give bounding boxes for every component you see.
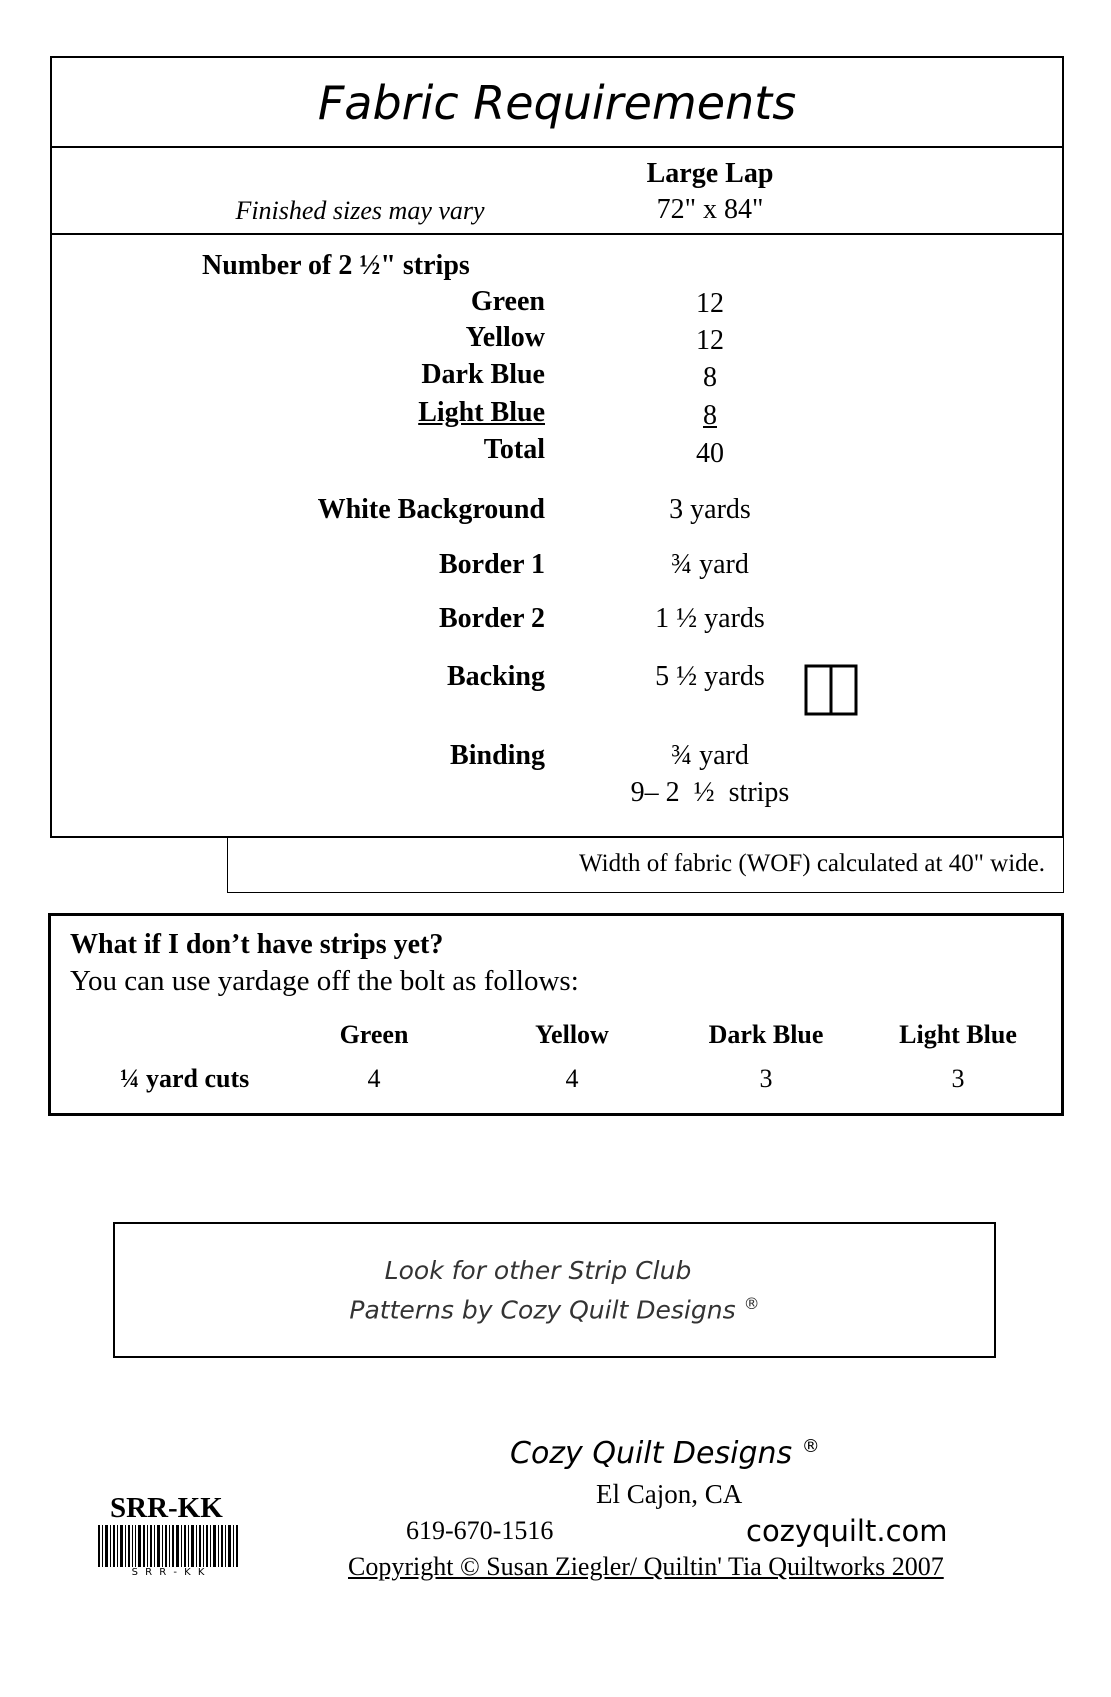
fabric-value-backing: 5 ½ yards [655, 661, 765, 692]
strip-value-light-blue: 8 [703, 400, 717, 431]
strip-label-yellow: Yellow [465, 322, 545, 353]
yardage-value-dark-blue: 3 [759, 1064, 773, 1093]
sku-code: SRR-KK [110, 1492, 223, 1524]
footer-registered-mark: ® [801, 1436, 820, 1457]
promo-box [113, 1222, 996, 1358]
strip-label-total: Total [483, 434, 545, 465]
wof-note: Width of fabric (WOF) calculated at 40" wide. [579, 850, 1045, 877]
fabric-value-binding: ¾ yard [671, 740, 749, 771]
strip-value-total: 40 [696, 438, 724, 469]
strip-label-dark-blue: Dark Blue [421, 359, 545, 390]
backing-seam-icon [804, 664, 858, 716]
footer-copyright: Copyright © Susan Ziegler/ Quiltin' Tia Quiltworks 2007 [348, 1552, 944, 1581]
fabric-value-binding-strips: 9– 2 ½ strips [630, 777, 790, 808]
footer-company-name: Cozy Quilt Designs [510, 1436, 793, 1471]
yardage-value-yellow: 4 [565, 1064, 579, 1093]
promo-line-1: Look for other Strip Club [384, 1256, 692, 1285]
footer-website[interactable]: cozyquilt.com [746, 1514, 948, 1548]
fabric-value-white-background: 3 yards [669, 494, 751, 525]
footer-phone: 619-670-1516 [406, 1516, 554, 1545]
fabric-value-border-2: 1 ½ yards [655, 603, 765, 634]
fabric-label-border-2: Border 2 [438, 603, 545, 634]
strip-value-yellow: 12 [696, 325, 724, 356]
barcode-text: S R R - K K [131, 1567, 207, 1578]
fabric-value-border-1: ¾ yard [671, 549, 749, 580]
yardage-subtitle: You can use yardage off the bolt as follows: [70, 965, 579, 997]
fabric-label-white-background: White Background [317, 494, 545, 525]
yardage-col-dark-blue: Dark Blue [708, 1020, 824, 1049]
promo-line-2-text: Patterns by Cozy Quilt Designs [349, 1295, 736, 1325]
fabric-label-border-1: Border 1 [438, 549, 545, 580]
finished-size-note: Finished sizes may vary [235, 196, 485, 225]
yardage-col-light-blue: Light Blue [899, 1020, 1017, 1049]
requirements-box [50, 56, 1064, 838]
yardage-row-label: ¼ yard cuts [120, 1064, 250, 1093]
yardage-question: What if I don’t have strips yet? [70, 929, 444, 960]
size-dimensions: 72" x 84" [656, 194, 764, 225]
strip-value-dark-blue: 8 [703, 362, 717, 393]
yardage-value-light-blue: 3 [951, 1064, 965, 1093]
strip-label-light-blue: Light Blue [418, 397, 545, 428]
size-name: Large Lap [646, 158, 774, 189]
header-divider [50, 233, 1064, 235]
fabric-label-backing: Backing [446, 661, 545, 692]
yardage-col-green: Green [339, 1020, 409, 1049]
title-divider [50, 146, 1064, 148]
yardage-col-yellow: Yellow [535, 1020, 609, 1049]
barcode-icon [98, 1525, 240, 1567]
promo-line-2 [113, 1294, 996, 1324]
footer-company [510, 1436, 820, 1471]
fabric-label-binding: Binding [450, 740, 545, 771]
strip-label-green: Green [470, 286, 545, 317]
footer-location: El Cajon, CA [596, 1479, 743, 1509]
promo-registered-mark: ® [743, 1294, 760, 1313]
strip-value-green: 12 [696, 288, 724, 319]
strips-heading: Number of 2 ½" strips [202, 250, 470, 281]
page-title: Fabric Requirements [317, 76, 797, 130]
yardage-value-green: 4 [367, 1064, 381, 1093]
